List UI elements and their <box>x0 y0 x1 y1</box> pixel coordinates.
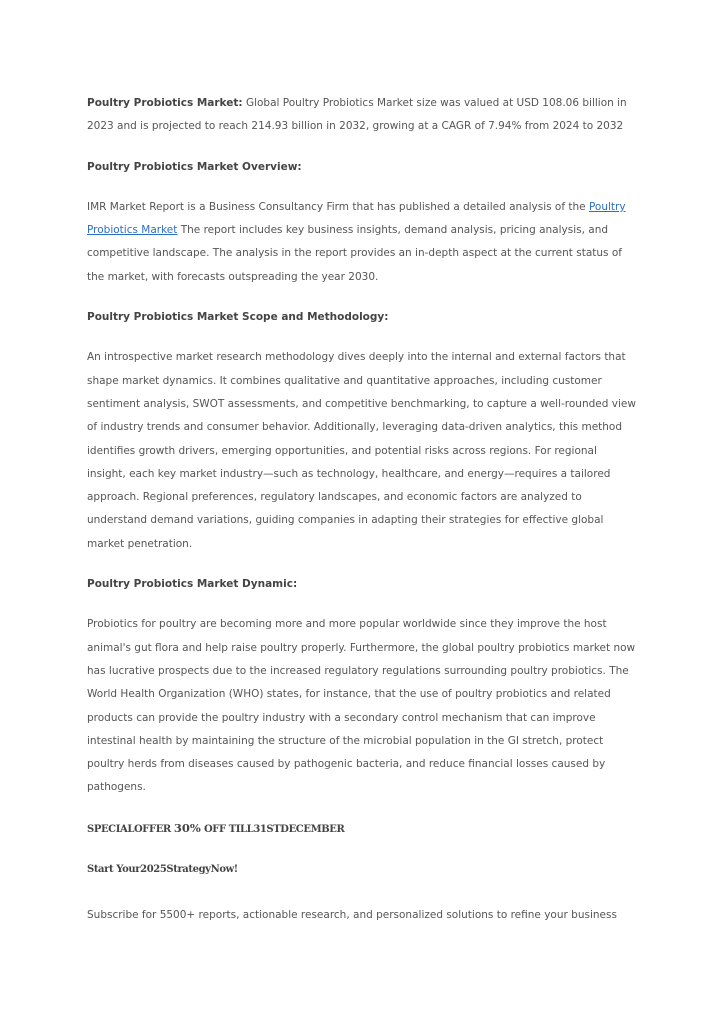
subscribe-text: Subscribe for 5500+ reports, actionable research, and personalized solutions to refine your business <box>87 909 617 922</box>
scope-heading: Poultry Probiotics Market Scope and Methodology: <box>87 311 389 324</box>
overview-heading: Poultry Probiotics Market Overview: <box>87 160 302 173</box>
scope-paragraph: An introspective market research methodology dives deeply into the internal and external factors that shape market dynamics. It combines qualitative and quantitative approaches, including customer sentiment analysis, SWOT assessments, and competitive benchmarking, to capture a well-rounded view of industry trends and consumer behavior. Additionally, leveraging data-driven analytics, this method identifies growth drivers, emerging opportunities, and potential risks across regions. For regional insight, each key market industry—such as technology, healthcare, and energy—requires a tailored approach. Regional preferences, regulatory landscapes, and economic factors are analyzed to understand demand variations, guiding companies in adapting their strategies for effective global market penetration. <box>87 351 636 550</box>
dynamic-heading: Poultry Probiotics Market Dynamic: <box>87 578 298 591</box>
intro-paragraph <box>87 92 637 139</box>
offer-percent: 30% <box>173 820 201 835</box>
intro-text: Global Poultry Probiotics Market size was valued at USD 108.06 billion in 2023 and is projected to reach 214.93 billion in 2032, growing at a CAGR of 7.94% from 2024 to 2032 <box>87 97 627 133</box>
offer-prefix: SPECIALOFFER <box>87 823 174 835</box>
overview-text-end: The report includes key business insights, demand analysis, pricing analysis, and competitive landscape. The analysis in the report provides an in-depth aspect at the current status of the market, with forecasts outspreading the year 2030. <box>87 224 622 283</box>
overview-paragraph <box>87 196 637 289</box>
intro-label: Poultry Probiotics Market: <box>87 97 243 109</box>
document-page <box>87 92 637 928</box>
strategy-cta: Start Your2025StrategyNow! <box>87 864 238 876</box>
dynamic-paragraph: Probiotics for poultry are becoming more and more popular worldwide since they improve the host animal's gut flora and help raise poultry properly. Furthermore, the global poultry probiotics market now has lucrative prospects due to the increased regulatory regulations surrounding poultry probiotics. The World Health Organization (WHO) states, for instance, that the use of poultry probiotics and related products can provide the poultry industry with a secondary control mechanism that can improve intestinal health by maintaining the structure of the microbial population in the GI stretch, protect poultry herds from diseases caused by pathogenic bacteria, and reduce financial losses caused by pathogens. <box>87 618 636 794</box>
poultry-probiotics-market-link[interactable]: Poultry Probiotics Market <box>87 200 626 237</box>
special-offer-line <box>87 817 637 841</box>
offer-suffix: OFF TILL31STDECEMBER <box>200 823 345 835</box>
overview-text-start: IMR Market Report is a Business Consultancy Firm that has published a detailed analysis of the <box>87 200 589 213</box>
